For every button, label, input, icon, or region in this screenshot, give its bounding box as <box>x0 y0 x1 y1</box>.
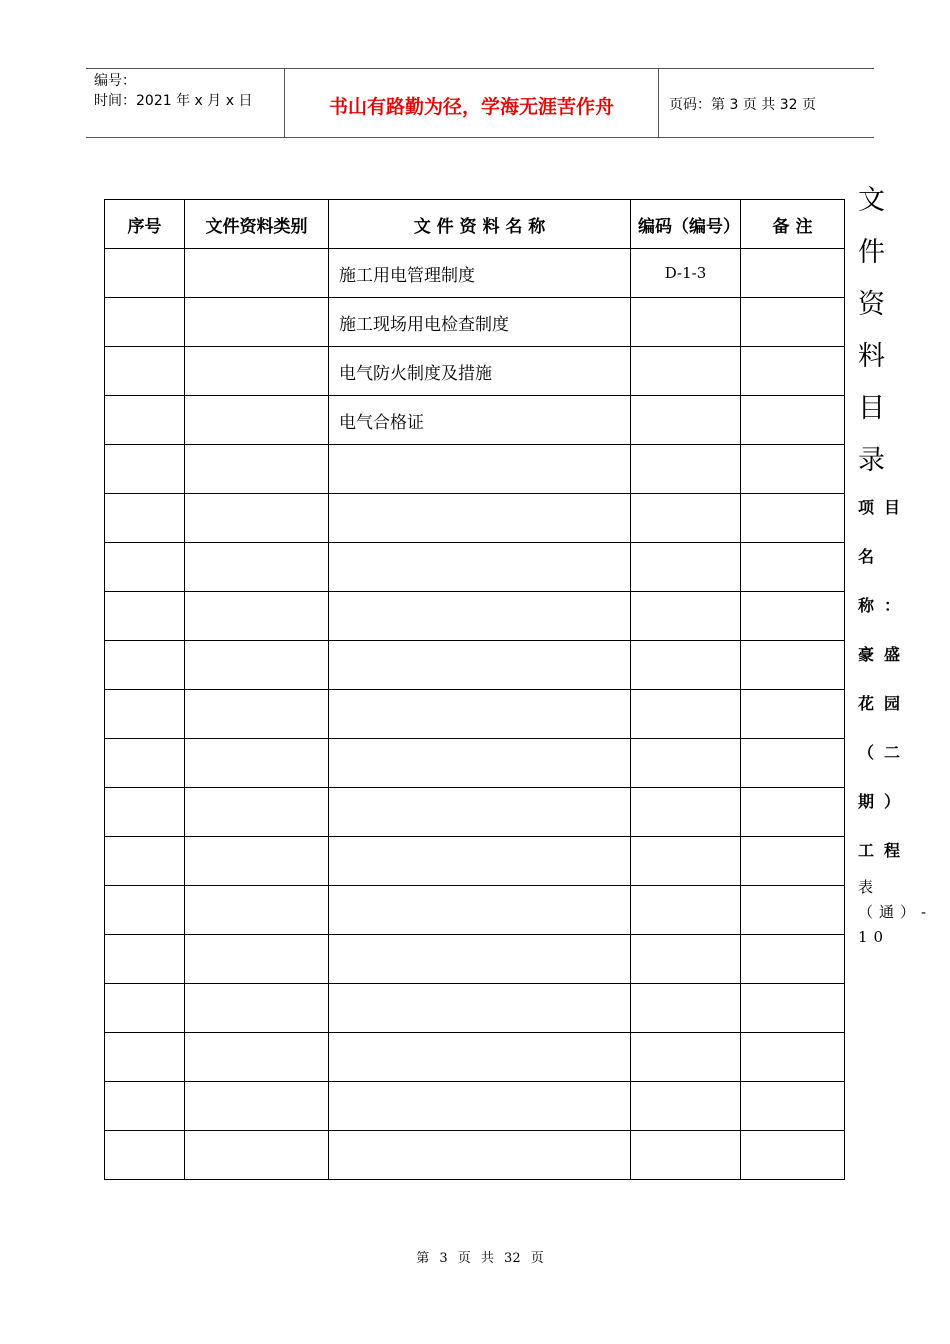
cell-name <box>329 445 631 494</box>
cell-index <box>105 494 185 543</box>
cell-category <box>185 543 329 592</box>
cell-code <box>631 592 741 641</box>
cell-note <box>741 494 845 543</box>
table-row <box>105 739 845 788</box>
cell-note <box>741 396 845 445</box>
cell-code <box>631 1033 741 1082</box>
cell-index <box>105 543 185 592</box>
cell-index <box>105 249 185 298</box>
cell-index <box>105 641 185 690</box>
cell-note <box>741 298 845 347</box>
cell-note <box>741 1082 845 1131</box>
cell-note <box>741 249 845 298</box>
cell-name <box>329 494 631 543</box>
table-row <box>105 641 845 690</box>
cell-code <box>631 935 741 984</box>
cell-category <box>185 494 329 543</box>
cell-category <box>185 347 329 396</box>
time-label: 时间：2021 年 x 月 x 日 <box>94 93 253 109</box>
cell-name <box>329 935 631 984</box>
cell-index <box>105 347 185 396</box>
cell-code <box>631 298 741 347</box>
cell-index <box>105 298 185 347</box>
cell-category <box>185 1082 329 1131</box>
cell-category <box>185 935 329 984</box>
table-row <box>105 886 845 935</box>
cell-category <box>185 837 329 886</box>
header-slogan: 书山有路勤为径，学海无涯苦作舟 <box>285 69 659 137</box>
cell-index <box>105 935 185 984</box>
cell-code <box>631 445 741 494</box>
cell-index <box>105 1033 185 1082</box>
cell-name <box>329 690 631 739</box>
cell-name <box>329 984 631 1033</box>
cell-name <box>329 1082 631 1131</box>
cell-category <box>185 886 329 935</box>
cell-code <box>631 347 741 396</box>
column-header-name: 文 件 资 料 名 称 <box>329 200 631 249</box>
cell-category <box>185 984 329 1033</box>
cell-note <box>741 641 845 690</box>
cell-category <box>185 641 329 690</box>
cell-name <box>329 641 631 690</box>
table-row <box>105 592 845 641</box>
cell-index <box>105 1082 185 1131</box>
cell-code <box>631 396 741 445</box>
table-row <box>105 347 845 396</box>
cell-note <box>741 935 845 984</box>
project-name: 项目名称：豪盛花园（二期）工程 <box>858 498 911 860</box>
page-footer: 第 3 页 共 32 页 <box>416 1251 544 1266</box>
catalog-table <box>104 199 845 1180</box>
cell-note <box>741 984 845 1033</box>
table-header-row <box>105 200 845 249</box>
cell-code <box>631 543 741 592</box>
cell-name <box>329 837 631 886</box>
cell-note <box>741 886 845 935</box>
cell-name: 电气防火制度及措施 <box>329 347 631 396</box>
cell-code: D-1-3 <box>631 249 741 298</box>
table-row <box>105 1033 845 1082</box>
table-row <box>105 249 845 298</box>
table-row <box>105 298 845 347</box>
cell-index <box>105 886 185 935</box>
cell-note <box>741 445 845 494</box>
cell-category <box>185 396 329 445</box>
cell-index <box>105 837 185 886</box>
cell-name: 电气合格证 <box>329 396 631 445</box>
side-title: 文件资料目录 <box>858 185 899 476</box>
cell-note <box>741 690 845 739</box>
cell-category <box>185 445 329 494</box>
cell-category <box>185 592 329 641</box>
cell-name <box>329 543 631 592</box>
cell-name <box>329 788 631 837</box>
table-row <box>105 837 845 886</box>
cell-note <box>741 347 845 396</box>
cell-code <box>631 1082 741 1131</box>
column-header-index: 序号 <box>105 200 185 249</box>
column-header-code: 编码（编号） <box>631 200 741 249</box>
cell-note <box>741 1131 845 1180</box>
table-row <box>105 445 845 494</box>
number-label: 编号： <box>94 73 136 89</box>
cell-note <box>741 788 845 837</box>
table-row <box>105 494 845 543</box>
cell-category <box>185 298 329 347</box>
cell-note <box>741 837 845 886</box>
cell-code <box>631 886 741 935</box>
column-header-category: 文件资料类别 <box>185 200 329 249</box>
cell-index <box>105 788 185 837</box>
cell-index <box>105 984 185 1033</box>
table-row <box>105 935 845 984</box>
cell-index <box>105 445 185 494</box>
cell-category <box>185 690 329 739</box>
table-row <box>105 690 845 739</box>
table-row <box>105 543 845 592</box>
cell-name <box>329 739 631 788</box>
cell-category <box>185 739 329 788</box>
cell-note <box>741 543 845 592</box>
header-page-info: 页码：第 3 页 共 32 页 <box>669 97 816 113</box>
cell-code <box>631 837 741 886</box>
cell-index <box>105 592 185 641</box>
cell-code <box>631 739 741 788</box>
cell-name <box>329 1131 631 1180</box>
side-caption <box>858 175 934 950</box>
form-code: 表（通）-10 <box>858 878 933 946</box>
table-row <box>105 1131 845 1180</box>
cell-category <box>185 1033 329 1082</box>
cell-name: 施工用电管理制度 <box>329 249 631 298</box>
cell-note <box>741 1033 845 1082</box>
table-row <box>105 396 845 445</box>
cell-name <box>329 1033 631 1082</box>
cell-code <box>631 494 741 543</box>
cell-name <box>329 886 631 935</box>
cell-name: 施工现场用电检查制度 <box>329 298 631 347</box>
header-meta <box>86 69 285 137</box>
cell-category <box>185 249 329 298</box>
cell-code <box>631 984 741 1033</box>
cell-code <box>631 690 741 739</box>
cell-index <box>105 1131 185 1180</box>
cell-note <box>741 592 845 641</box>
cell-name <box>329 592 631 641</box>
page-header <box>86 68 874 138</box>
cell-category <box>185 1131 329 1180</box>
cell-index <box>105 739 185 788</box>
cell-category <box>185 788 329 837</box>
table-row <box>105 788 845 837</box>
table-row <box>105 1082 845 1131</box>
cell-code <box>631 1131 741 1180</box>
cell-index <box>105 690 185 739</box>
table-row <box>105 984 845 1033</box>
cell-code <box>631 788 741 837</box>
column-header-note: 备 注 <box>741 200 845 249</box>
cell-note <box>741 739 845 788</box>
cell-code <box>631 641 741 690</box>
cell-index <box>105 396 185 445</box>
